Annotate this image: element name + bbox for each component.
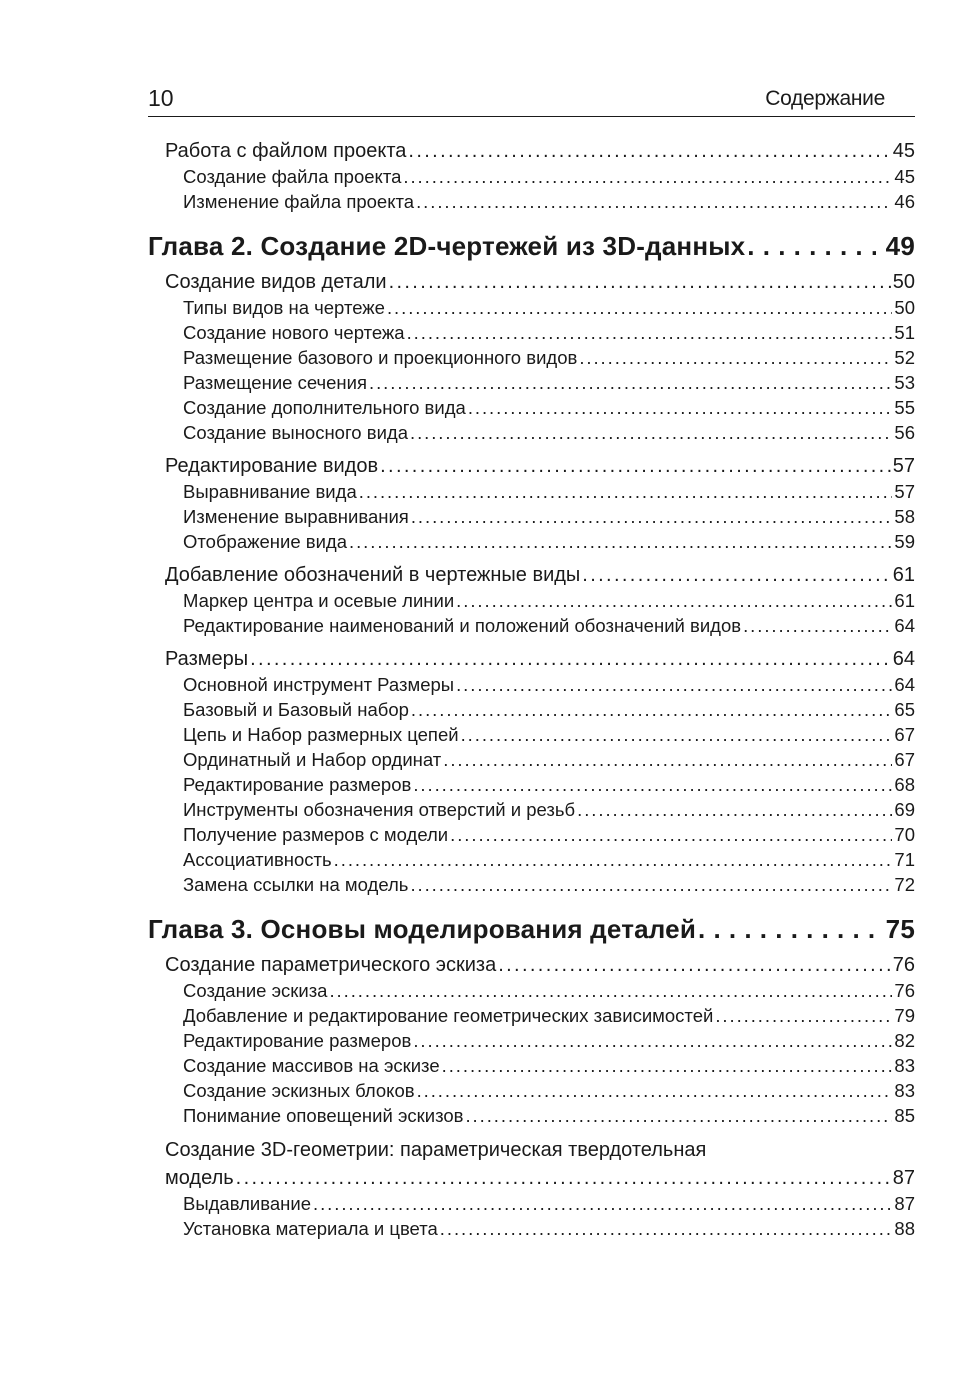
toc-page-number: 61 bbox=[894, 590, 915, 611]
toc-subsection[interactable] bbox=[148, 1053, 915, 1078]
dot-leader bbox=[407, 320, 893, 345]
toc-subsection[interactable] bbox=[148, 1028, 915, 1053]
toc-subsection-title: Создание эскиза bbox=[183, 980, 328, 1001]
table-of-contents bbox=[148, 138, 915, 1241]
dot-leader bbox=[403, 164, 892, 189]
dot-leader bbox=[747, 227, 875, 265]
toc-page-number: 64 bbox=[892, 648, 915, 670]
toc-chapter-title: Глава 3. Основы моделирования деталей bbox=[148, 914, 697, 944]
toc-subsection-title: Изменение выравнивания bbox=[183, 506, 409, 527]
toc-subsection-title: Добавление и редактирование геометрических зависимостей bbox=[183, 1005, 714, 1026]
toc-subsection-title: Установка материала и цвета bbox=[183, 1218, 438, 1239]
toc-subsection-title: Замена ссылки на модель bbox=[183, 874, 409, 895]
toc-page-number: 57 bbox=[894, 481, 915, 502]
toc-page-number: 49 bbox=[885, 231, 915, 261]
dot-leader bbox=[389, 269, 891, 295]
toc-subsection[interactable] bbox=[148, 1191, 915, 1216]
dot-leader bbox=[359, 479, 893, 504]
toc-subsection-title: Цепь и Набор размерных цепей bbox=[183, 724, 459, 745]
toc-page-number: 45 bbox=[892, 140, 915, 162]
toc-page-number: 67 bbox=[894, 749, 915, 770]
dot-leader bbox=[715, 1003, 892, 1028]
toc-subsection-title: Инструменты обозначения отверстий и резьб bbox=[183, 799, 576, 820]
toc-page-number: 61 bbox=[892, 564, 915, 586]
toc-section-title: Создание видов детали bbox=[165, 271, 387, 293]
dot-leader bbox=[413, 1028, 892, 1053]
dot-leader bbox=[329, 978, 892, 1003]
toc-page-number: 76 bbox=[892, 954, 915, 976]
toc-subsection[interactable] bbox=[148, 1003, 915, 1028]
toc-subsection[interactable] bbox=[148, 345, 915, 370]
toc-subsection[interactable] bbox=[148, 588, 915, 613]
toc-subsection-title: Маркер центра и осевые линии bbox=[183, 590, 455, 611]
toc-subsection-title: Редактирование размеров bbox=[183, 1030, 412, 1051]
toc-subsection[interactable] bbox=[148, 370, 915, 395]
toc-chapter-3[interactable] bbox=[148, 910, 915, 948]
toc-page-number: 53 bbox=[894, 372, 915, 393]
dot-leader bbox=[334, 847, 893, 872]
toc-section-title: Размеры bbox=[165, 648, 249, 670]
dot-leader bbox=[411, 504, 893, 529]
toc-subsection-title: Понимание оповещений эскизов bbox=[183, 1105, 464, 1126]
toc-subsection[interactable] bbox=[148, 672, 915, 697]
spacer bbox=[148, 638, 915, 646]
toc-page-number: 87 bbox=[892, 1167, 915, 1189]
page-number: 10 bbox=[148, 85, 174, 111]
toc-subsection-title: Создание нового чертежа bbox=[183, 322, 405, 343]
toc-subsection-title: Размещение сечения bbox=[183, 372, 367, 393]
toc-page-number: 52 bbox=[894, 347, 915, 368]
toc-page-number: 64 bbox=[894, 674, 915, 695]
toc-page-number: 68 bbox=[894, 774, 915, 795]
toc-page-number: 76 bbox=[894, 980, 915, 1001]
toc-subsection[interactable] bbox=[148, 978, 915, 1003]
dot-leader bbox=[698, 910, 876, 948]
dot-leader bbox=[416, 189, 892, 214]
toc-section-title: Создание 3D-геометрии: параметрическая твердотельная bbox=[165, 1139, 707, 1161]
toc-section[interactable] bbox=[148, 453, 915, 479]
toc-subsection-title: Создание выносного вида bbox=[183, 422, 408, 443]
dot-leader bbox=[468, 395, 893, 420]
toc-section-title-cont: модель bbox=[165, 1167, 234, 1189]
toc-page-number: 79 bbox=[894, 1005, 915, 1026]
dot-leader bbox=[579, 345, 892, 370]
toc-subsection[interactable] bbox=[148, 722, 915, 747]
toc-section-title: Работа с файлом проекта bbox=[165, 140, 407, 162]
toc-page-number: 64 bbox=[894, 615, 915, 636]
toc-section-line2 bbox=[165, 1165, 915, 1191]
toc-page-number: 56 bbox=[894, 422, 915, 443]
toc-section[interactable] bbox=[148, 562, 915, 588]
toc-subsection[interactable] bbox=[148, 320, 915, 345]
toc-subsection[interactable] bbox=[148, 772, 915, 797]
toc-page-number: 83 bbox=[894, 1080, 915, 1101]
spacer bbox=[148, 554, 915, 562]
toc-subsection[interactable] bbox=[148, 797, 915, 822]
toc-subsection[interactable] bbox=[148, 747, 915, 772]
dot-leader bbox=[443, 747, 892, 772]
toc-subsection[interactable] bbox=[148, 395, 915, 420]
dot-leader bbox=[236, 1165, 891, 1191]
toc-subsection[interactable] bbox=[148, 479, 915, 504]
dot-leader bbox=[349, 529, 892, 554]
dot-leader bbox=[313, 1191, 892, 1216]
dot-leader bbox=[442, 1053, 893, 1078]
dot-leader bbox=[440, 1216, 893, 1241]
toc-section-title: Добавление обозначений в чертежные виды bbox=[165, 564, 581, 586]
dot-leader bbox=[582, 562, 890, 588]
toc-subsection-title: Изменение файла проекта bbox=[183, 191, 415, 212]
dot-leader bbox=[369, 370, 892, 395]
toc-subsection-title: Ассоциативность bbox=[183, 849, 332, 870]
toc-subsection-title: Ординатный и Набор ординат bbox=[183, 749, 442, 770]
toc-subsection[interactable] bbox=[148, 504, 915, 529]
dot-leader bbox=[387, 295, 892, 320]
toc-section[interactable] bbox=[148, 269, 915, 295]
running-title: Содержание bbox=[765, 87, 885, 110]
toc-section[interactable] bbox=[148, 1136, 915, 1191]
toc-page-number: 46 bbox=[894, 191, 915, 212]
toc-page-number: 85 bbox=[894, 1105, 915, 1126]
toc-subsection-title: Получение размеров с модели bbox=[183, 824, 449, 845]
toc-section[interactable] bbox=[148, 138, 915, 164]
toc-page-number: 50 bbox=[892, 271, 915, 293]
toc-page-number: 58 bbox=[894, 506, 915, 527]
dot-leader bbox=[456, 588, 892, 613]
toc-subsection-title: Создание массивов на эскизе bbox=[183, 1055, 440, 1076]
dot-leader bbox=[408, 138, 890, 164]
toc-subsection[interactable] bbox=[148, 697, 915, 722]
dot-leader bbox=[461, 722, 893, 747]
dot-leader bbox=[411, 697, 893, 722]
toc-page-number: 71 bbox=[894, 849, 915, 870]
toc-page-number: 59 bbox=[894, 531, 915, 552]
dot-leader bbox=[380, 453, 891, 479]
dot-leader bbox=[450, 822, 892, 847]
toc-section[interactable] bbox=[148, 646, 915, 672]
toc-subsection[interactable] bbox=[148, 822, 915, 847]
toc-page-number: 65 bbox=[894, 699, 915, 720]
toc-section-title: Создание параметрического эскиза bbox=[165, 954, 497, 976]
dot-leader bbox=[743, 613, 892, 638]
toc-subsection[interactable] bbox=[148, 847, 915, 872]
toc-subsection[interactable] bbox=[148, 872, 915, 897]
toc-subsection-title: Создание файла проекта bbox=[183, 166, 402, 187]
toc-subsection[interactable] bbox=[148, 189, 915, 214]
dot-leader bbox=[410, 872, 892, 897]
toc-subsection-title: Редактирование наименований и положений обозначений видов bbox=[183, 615, 742, 636]
toc-chapter-2[interactable] bbox=[148, 227, 915, 265]
toc-page-number: 88 bbox=[894, 1218, 915, 1239]
toc-subsection[interactable] bbox=[148, 164, 915, 189]
dot-leader bbox=[417, 1078, 893, 1103]
dot-leader bbox=[465, 1103, 892, 1128]
toc-subsection-title: Выравнивание вида bbox=[183, 481, 357, 502]
toc-subsection[interactable] bbox=[148, 420, 915, 445]
toc-subsection[interactable] bbox=[148, 1103, 915, 1128]
dot-leader bbox=[413, 772, 892, 797]
toc-page-number: 83 bbox=[894, 1055, 915, 1076]
spacer bbox=[148, 214, 915, 227]
dot-leader bbox=[498, 952, 891, 978]
toc-page-number: 57 bbox=[892, 455, 915, 477]
toc-page-number: 70 bbox=[894, 824, 915, 845]
toc-subsection-title: Базовый и Базовый набор bbox=[183, 699, 409, 720]
running-header bbox=[148, 84, 915, 117]
spacer bbox=[148, 445, 915, 453]
dot-leader bbox=[456, 672, 892, 697]
toc-chapter-title: Глава 2. Создание 2D-чертежей из 3D-данных bbox=[148, 231, 746, 261]
toc-subsection[interactable] bbox=[148, 1216, 915, 1241]
toc-subsection-title: Основной инструмент Размеры bbox=[183, 674, 455, 695]
toc-subsection-title: Размещение базового и проекционного видов bbox=[183, 347, 578, 368]
toc-section-title: Редактирование видов bbox=[165, 455, 379, 477]
toc-subsection-title: Создание эскизных блоков bbox=[183, 1080, 415, 1101]
toc-subsection-title: Отображение вида bbox=[183, 531, 348, 552]
toc-page-number: 51 bbox=[894, 322, 915, 343]
spacer bbox=[148, 897, 915, 910]
toc-subsection-title: Типы видов на чертеже bbox=[183, 297, 385, 318]
spacer bbox=[148, 1128, 915, 1136]
toc-page-number: 50 bbox=[894, 297, 915, 318]
dot-leader bbox=[577, 797, 892, 822]
toc-page-number: 69 bbox=[894, 799, 915, 820]
toc-page-number: 55 bbox=[894, 397, 915, 418]
toc-subsection[interactable] bbox=[148, 529, 915, 554]
toc-subsection[interactable] bbox=[148, 1078, 915, 1103]
toc-page-number: 75 bbox=[885, 914, 915, 944]
toc-subsection-title: Редактирование размеров bbox=[183, 774, 412, 795]
toc-subsection-title: Выдавливание bbox=[183, 1193, 312, 1214]
toc-page-number: 72 bbox=[894, 874, 915, 895]
toc-page-number: 82 bbox=[894, 1030, 915, 1051]
toc-subsection-title: Создание дополнительного вида bbox=[183, 397, 466, 418]
dot-leader bbox=[250, 646, 891, 672]
toc-page-number: 87 bbox=[894, 1193, 915, 1214]
toc-section[interactable] bbox=[148, 952, 915, 978]
dot-leader bbox=[410, 420, 892, 445]
toc-page-number: 45 bbox=[894, 166, 915, 187]
toc-page-number: 67 bbox=[894, 724, 915, 745]
toc-subsection[interactable] bbox=[148, 295, 915, 320]
toc-subsection[interactable] bbox=[148, 613, 915, 638]
